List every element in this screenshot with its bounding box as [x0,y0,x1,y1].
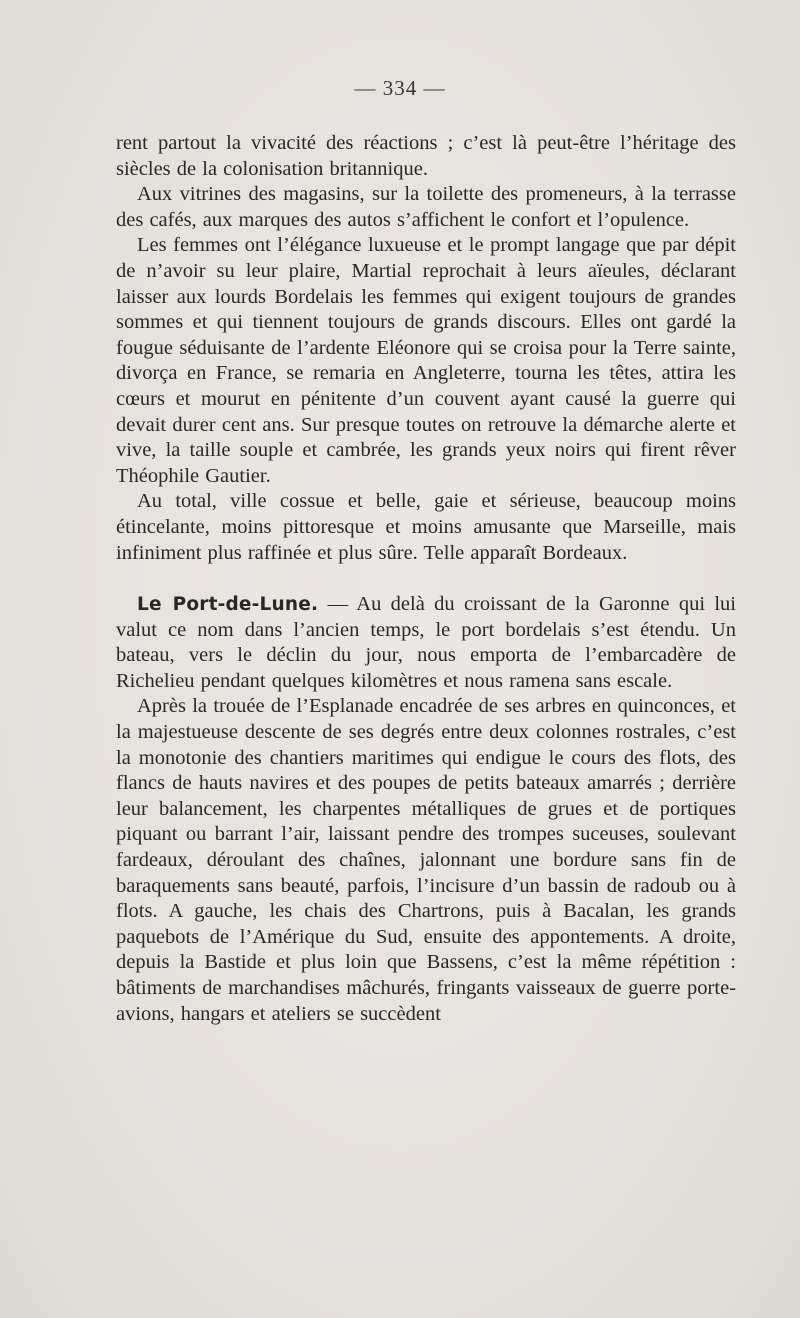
section-title: Le Port-de-Lune. [137,594,319,616]
paragraph-continuation: rent partout la vivacité des réactions ; c’est là peut-être l’héritage des siècles de la colonisation britannique. [116,132,736,180]
paragraph-esplanade: Après la trouée de l’Esplanade encadrée de ses arbres en quinconces, et la majestueuse descente de ses degrés entre deux colonnes rostrales, c’est la monotonie des chantiers maritimes qui endigue le cours des flots, des flancs de hauts navires et des poupes de petits bateaux amarrés ; derrière leur balancement, les charpentes métalliques de grues et de portiques piquant ou barrant l’air, laissant pendre des trompes suceuses, soulevant fardeaux, déroulant des chaînes, jalonnant une bordure sans fin de baraquements sans beauté, parfois, l’incisure d’un bassin de radoub ou à flots. A gauche, les chais des Chartrons, puis à Bacalan, les grands paquebots de l’Amérique du Sud, ensuite des appontements. A droite, depuis la Bastide et plus loin que Bassens, c’est la même répétition : bâtiments de marchandises mâchurés, fringants vaisseaux de guerre porte-avions, hangars et ateliers se succèdent [116,695,736,1025]
paragraph-vitrines: Aux vitrines des magasins, sur la toilette des promeneurs, à la terrasse des cafés, aux marques des autos s’affichent le confort et l’opulence. [116,183,736,231]
section-intro: — Au delà du croissant de la Garonne qui lui valut ce nom dans l’ancien temps, le port bordelais s’est étendu. Un bateau, vers le déclin du jour, nous emporta de l’embarcadère de Richelieu pendant quelques kilomètres et nous ramena sans escale. [116,593,737,692]
page-number: — 334 — [354,76,446,100]
paragraph-port-de-lune [116,592,736,694]
paragraph-au-total: Au total, ville cossue et belle, gaie et sérieuse, beaucoup moins étincelante, moins pittoresque et moins amusante que Marseille, mais infiniment plus raffinée et plus sûre. Telle apparaît Bordeaux. [116,490,736,564]
body-text [116,131,736,1027]
section-spacer [116,566,736,592]
paragraph-femmes: Les femmes ont l’élégance luxueuse et le prompt langage que par dépit de n’avoir su leur plaire, Martial reprochait à leurs aïeules, déclarant laisser aux lourds Bordelais les femmes qui exigent toujours de grandes sommes et qui tiennent toujours de grands discours. Elles ont gardé la fougue séduisante de l’ardente Eléonore qui se croisa pour la Terre sainte, divorça en France, se remaria en Angleterre, tourna les têtes, attira les cœurs et mourut en pénitente d’un couvent ayant causé la guerre qui devait durer cent ans. Sur presque toutes on retrouve la démarche alerte et vive, la taille souple et cambrée, les grands yeux noirs qui firent rêver Théophile Gautier. [116,234,736,487]
